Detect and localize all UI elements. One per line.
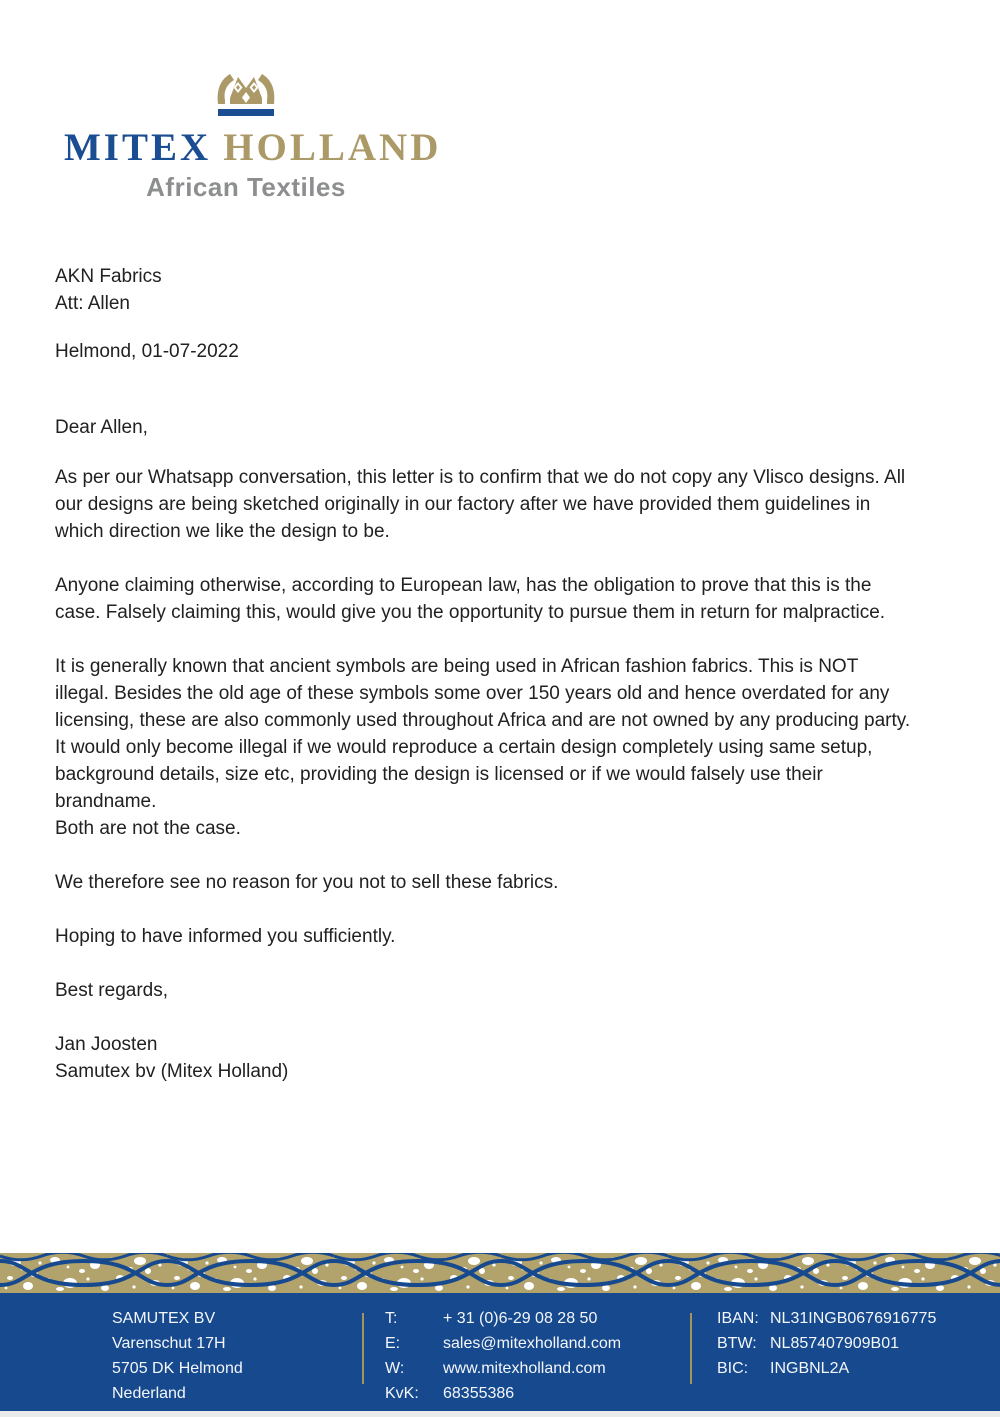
footer-contact: [385, 1306, 621, 1406]
footer-kvk-row: [385, 1381, 621, 1406]
iban-number: NL31INGB0676916775: [770, 1310, 937, 1327]
kvk-label: KvK:: [385, 1385, 419, 1402]
btw-number: NL857407909B01: [770, 1335, 900, 1352]
paragraph-2: Anyone claiming otherwise, according to European law, has the obligation to prove that this is the case. Falsely claiming this, would give you the opportunity to pursue them in return for malpractice.: [55, 575, 886, 623]
footer-email-row: [385, 1331, 621, 1356]
paragraph-3: [55, 653, 913, 842]
signature-name: Jan Joosten: [55, 1034, 158, 1055]
paragraph-3-part-2: It would only become illegal if we would reproduce a certain design completely using same setup, background details, size etc, providing the design is licensed or if we would falsely use their brandname.: [55, 737, 873, 812]
salutation: Dear Allen,: [55, 417, 148, 438]
paragraph-4: We therefore see no reason for you not to sell these fabrics.: [55, 872, 559, 893]
email-label: E:: [385, 1335, 401, 1352]
footer-divider-right: [690, 1313, 692, 1384]
signature-block: [55, 1031, 913, 1085]
brand-tagline: African Textiles: [146, 172, 346, 202]
footer-iban-row: [717, 1306, 936, 1331]
kvk-number: 68355386: [443, 1385, 515, 1402]
recipient-attention: Att: Allen: [55, 293, 130, 314]
dateline: Helmond, 01-07-2022: [55, 341, 239, 362]
footer-country: Nederland: [112, 1385, 186, 1402]
footer-web-row: [385, 1356, 621, 1381]
closing: Best regards,: [55, 980, 168, 1001]
web-label: W:: [385, 1360, 405, 1377]
letter-body: [55, 263, 913, 1112]
crown-icon: [64, 72, 428, 122]
footer-btw-row: [717, 1331, 936, 1356]
footer: [0, 1293, 1000, 1411]
btw-label: BTW:: [717, 1335, 757, 1352]
bic-label: BIC:: [717, 1360, 749, 1377]
footer-phone-row: [385, 1306, 621, 1331]
brand-name: [64, 126, 442, 169]
paragraph-3-part-3: Both are not the case.: [55, 818, 241, 839]
footer-bic-row: [717, 1356, 936, 1381]
iban-label: IBAN:: [717, 1310, 759, 1327]
footer-postal-city: 5705 DK Helmond: [112, 1360, 243, 1377]
paragraph-3-part-1: It is generally known that ancient symbols are being used in African fashion fabrics. This is NOT illegal. Besides the old age of these symbols some over 150 years old and hence overdated for any licensing, these are also commonly used throughout Africa and are not owned by any producing party.: [55, 656, 911, 731]
footer-bank: [717, 1306, 936, 1381]
footer-address: [112, 1306, 243, 1406]
bic-code: INGBNL2A: [770, 1360, 850, 1377]
recipient-company: AKN Fabrics: [55, 266, 162, 287]
page-bottom-strip: [0, 1411, 1000, 1417]
footer-company-name: SAMUTEX BV: [112, 1310, 216, 1327]
footer-street: Varenschut 17H: [112, 1335, 226, 1352]
web-address: www.mitexholland.com: [443, 1360, 606, 1377]
paragraph-1: As per our Whatsapp conversation, this letter is to confirm that we do not copy any Vlisco designs. All our designs are being sketched originally in our factory after we have provided them guidelines in which direction we like the design to be.: [55, 467, 906, 542]
recipient-block: [55, 263, 913, 317]
phone-label: T:: [385, 1310, 398, 1327]
footer-divider-left: [362, 1313, 364, 1384]
signature-company: Samutex bv (Mitex Holland): [55, 1061, 289, 1082]
brand-mitex: MITEX: [64, 126, 212, 169]
paragraph-5: Hoping to have informed you sufficiently.: [55, 926, 396, 947]
brand-holland: HOLLAND: [223, 126, 442, 169]
wax-pattern-band: [0, 1253, 1000, 1293]
phone-number: + 31 (0)6-29 08 28 50: [443, 1310, 598, 1327]
email-address: sales@mitexholland.com: [443, 1335, 622, 1352]
company-logo: [64, 72, 442, 203]
